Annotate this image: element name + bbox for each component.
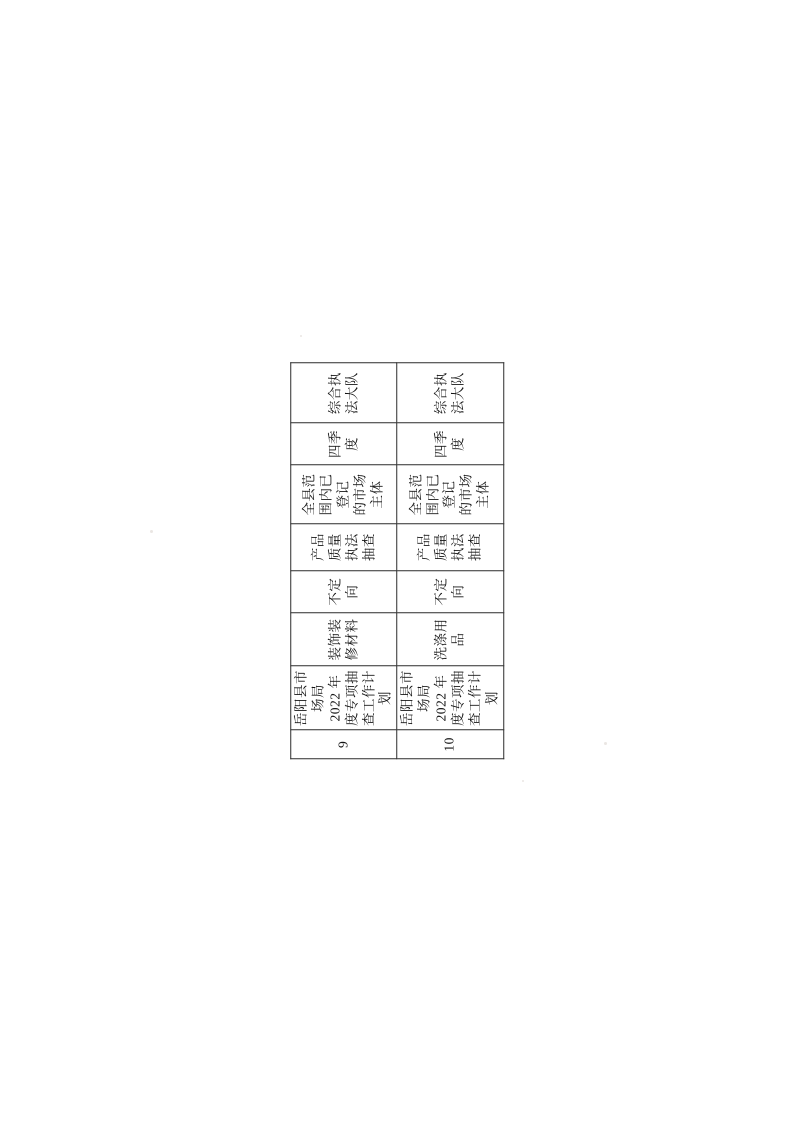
inspection-content	[397, 524, 503, 570]
inspection-item: 装饰装修材料	[290, 612, 396, 665]
inspection-plan-table	[290, 362, 504, 759]
inspection-content	[290, 524, 396, 570]
inspection-content-line1: 产品质量	[415, 532, 448, 561]
inspection-scope-line1: 全县范围内已登记	[407, 472, 457, 515]
plan-name	[397, 666, 503, 730]
implementing-department: 综合执法大队	[397, 363, 503, 423]
rotated-table-block	[290, 362, 504, 759]
inspection-scope-line1: 全县范围内已登记	[301, 472, 350, 515]
plan-name-line2: 度专项抽查工作计划	[449, 669, 499, 726]
inspection-scope-line2: 的市场主体	[458, 472, 490, 515]
plan-name-line1: 岳阳县市场局 2022 年	[399, 669, 448, 726]
paper-speck	[522, 780, 524, 782]
plan-name-line2: 度专项抽查工作计划	[343, 669, 393, 726]
inspection-method: 不定向	[397, 570, 503, 613]
paper-speck	[604, 742, 607, 745]
inspection-scope	[397, 464, 503, 523]
inspection-scope-line2: 的市场主体	[351, 472, 384, 515]
plan-name-line1: 岳阳县市场局 2022 年	[292, 669, 342, 726]
inspection-time: 四季度	[290, 423, 396, 465]
plan-name	[290, 666, 396, 730]
table-row	[397, 363, 503, 759]
paper-speck	[300, 335, 302, 337]
inspection-scope	[290, 464, 396, 523]
inspection-content-line2: 执法抽查	[343, 532, 376, 561]
inspection-method: 不定向	[290, 570, 396, 613]
table-row	[290, 363, 396, 759]
inspection-content-line1: 产品质量	[309, 532, 342, 561]
paper-speck	[150, 530, 153, 533]
row-number: 10	[397, 729, 503, 758]
row-number: 9	[290, 729, 396, 758]
inspection-content-line2: 执法抽查	[449, 532, 482, 561]
inspection-item: 洗涤用品	[397, 612, 503, 665]
implementing-department: 综合执法大队	[290, 363, 396, 423]
inspection-time: 四季度	[397, 423, 503, 465]
